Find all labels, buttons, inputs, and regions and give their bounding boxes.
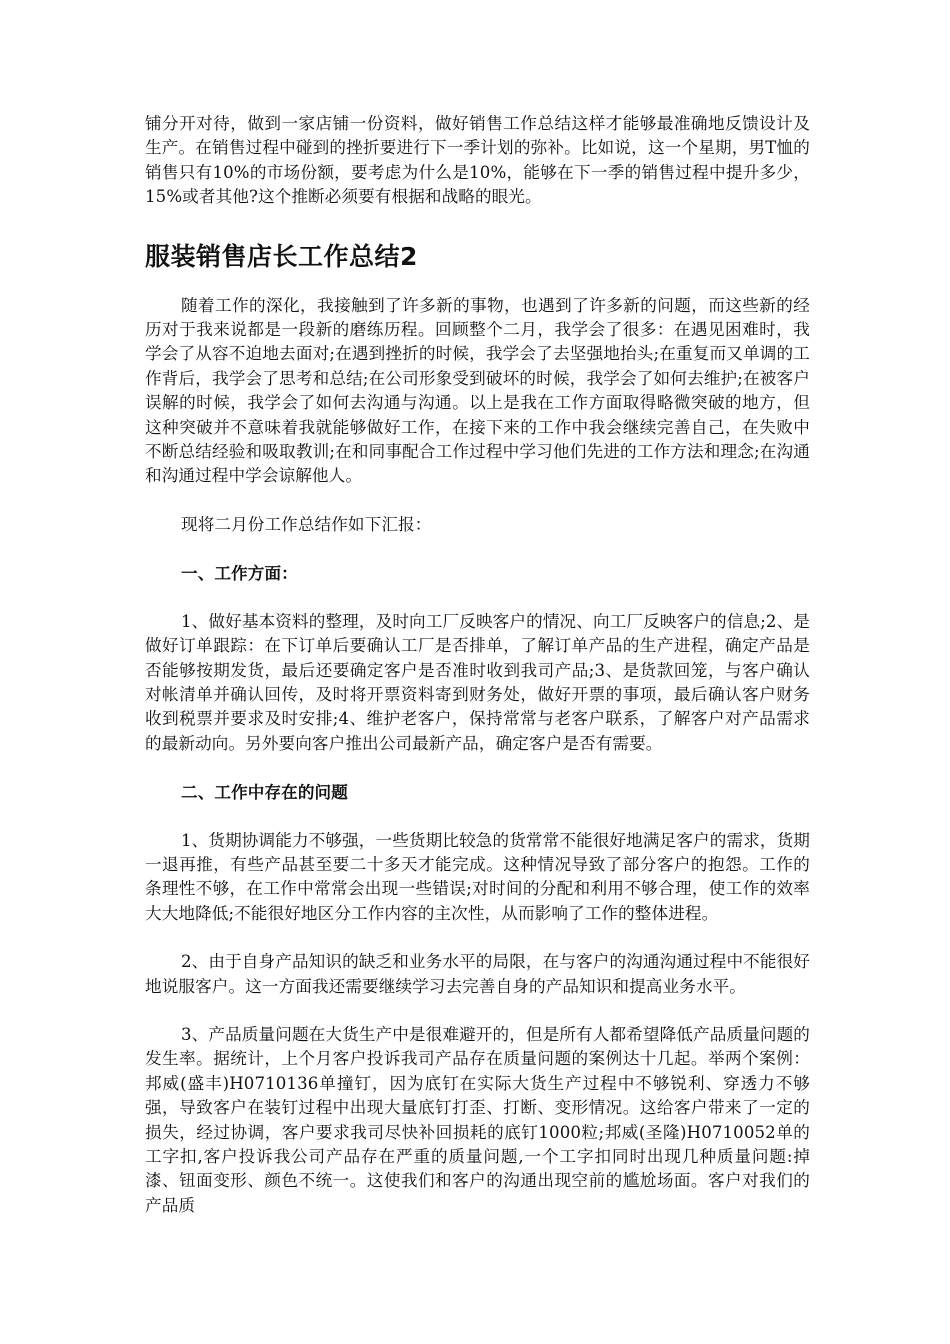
paragraph-report-intro: 现将二月份工作总结作如下汇报： — [181, 514, 432, 534]
paragraph-work-aspects: 1、做好基本资料的整理，及时向工厂反映客户的情况、向工厂反映客户的信息;2、是做好订单跟踪：在下订单后要确认工厂是否排单，了解订单产品的生产进程，确定产品是否能够按期发货，最后还要确定客户是否准时收到我司产品;3、是货款回笼，与客户确认对帐清单并确认回传，及时将开票资料寄到财务处，做好开票的事项，最后确认客户财务收到税票并要求及时安排;4、维护老客户，保持常常与老客户联系，了解客户对产品需求的最新动向。另外要向客户推出公司最新产品，确定客户是否有需要。 — [145, 611, 810, 753]
subheading-problems: 二、工作中存在的问题 — [181, 782, 348, 803]
paragraph-issue-3: 3、产品质量问题在大货生产中是很难避开的，但是所有人都希望降低产品质量问题的发生率。据统计，上个月客户投诉我司产品存在质量问题的案例达十几起。举两个案例：邦威(盛丰)H0710136单撞钉，因为底钉在实际大货生产过程中不够锐利、穿透力不够强，导致客户在装钉过程中出现大量底钉打歪、打断、变形情况。这给客户带来了一定的损失，经过协调，客户要求我司尽快补回损耗的底钉1000粒;邦威(圣隆)H0710052单的工字扣,客户投诉我公司产品存在严重的质量问题,一个工字扣同时出现几种质量问题:掉漆、钮面变形、颜色不统一。这使我们和客户的沟通出现空前的尴尬场面。客户对我们的产品质 — [145, 1024, 810, 1215]
document-page — [145, 112, 810, 1218]
section-heading: 服装销售店长工作总结2 — [145, 241, 418, 271]
intro-paragraph: 铺分开对待，做到一家店铺一份资料，做好销售工作总结这样才能够最准确地反馈设计及生产。在销售过程中碰到的挫折要进行下一季计划的弥补。比如说，这一个星期，男T恤的销售只有10%的市场份额，要考虑为什么是10%，能够在下一季的销售过程中提升多少，15%或者其他?这个推断必须要有根据和战略的眼光。 — [145, 114, 810, 207]
paragraph-reflection: 随着工作的深化，我接触到了许多新的事物，也遇到了许多新的问题，而这些新的经历对于我来说都是一段新的磨练历程。回顾整个二月，我学会了很多：在遇见困难时，我学会了从容不迫地去面对;在遇到挫折的时候，我学会了去坚强地抬头;在重复而又单调的工作背后，我学会了思考和总结;在公司形象受到破坏的时候，我学会了如何去维护;在被客户误解的时候，我学会了如何去沟通与沟通。以上是我在工作方面取得略微突破的地方，但这种突破并不意味着我就能够做好工作，在接下来的工作中我会继续完善自己，在失败中不断总结经验和吸取教训;在和同事配合工作过程中学习他们先进的工作方法和理念;在沟通和沟通过程中学会谅解他人。 — [145, 295, 810, 486]
subheading-work-aspects: 一、工作方面： — [181, 563, 298, 584]
paragraph-issue-1: 1、货期协调能力不够强，一些货期比较急的货常常不能很好地满足客户的需求，货期一退再推，有些产品甚至要二十多天才能完成。这种情况导致了部分客户的抱怨。工作的条理性不够，在工作中常常会出现一些错误;对时间的分配和利用不够合理，使工作的效率大大地降低;不能很好地区分工作内容的主次性，从而影响了工作的整体进程。 — [145, 830, 810, 923]
paragraph-issue-2: 2、由于自身产品知识的缺乏和业务水平的局限，在与客户的沟通沟通过程中不能很好地说服客户。这一方面我还需要继续学习去完善自身的产品知识和提高业务水平。 — [145, 952, 810, 996]
